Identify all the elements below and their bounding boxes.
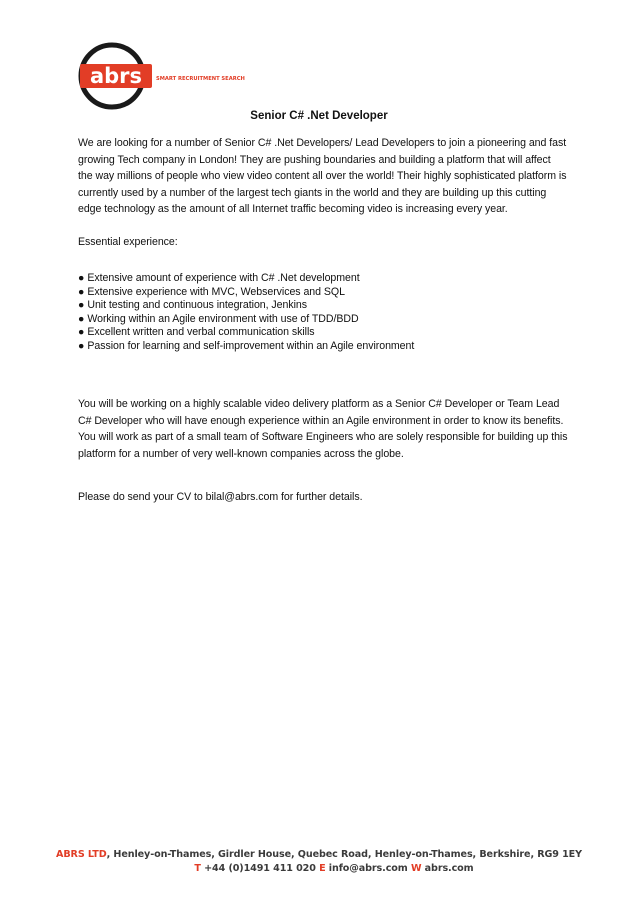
contact-line: Please do send your CV to bilal@abrs.com for further details.: [78, 491, 363, 503]
essential-heading: Essential experience:: [78, 236, 178, 248]
footer-contact-line: [0, 862, 638, 876]
footer-address: , Henley-on-Thames, Girdler House, Quebec Road, Henley-on-Thames, Berkshire, RG9 1EY: [106, 849, 582, 860]
footer: [0, 848, 638, 876]
role-paragraph: You will be working on a highly scalable video delivery platform as a Senior C# Developer or Team Lead C# Developer who will have enough experience within an Agile environment in order to know its benefits. You will work as part of a small team of Software Engineers who are solely responsible for building up this platform for a number of very well-known companies across the globe.: [78, 398, 568, 460]
footer-web-label: W: [410, 863, 422, 874]
list-item: ● Passion for learning and self-improvement within an Agile environment: [78, 339, 415, 352]
bullet-icon: ●: [78, 285, 85, 298]
bullet-icon: ●: [78, 272, 85, 284]
list-item: ● Extensive amount of experience with C# .Net development: [78, 272, 360, 284]
bullet-icon: ●: [78, 299, 85, 311]
svg-text:abrs: abrs: [89, 64, 143, 88]
footer-phone: +44 (0)1491 411 020: [204, 863, 316, 874]
abrs-logo: [76, 40, 276, 112]
bullet-icon: ●: [78, 312, 85, 325]
footer-company: ABRS LTD: [56, 849, 107, 860]
footer-email-label: E: [319, 863, 326, 874]
bullet-icon: ●: [78, 326, 85, 338]
list-item: ● Working within an Agile environment with use of TDD/BDD: [78, 312, 359, 325]
job-title: Senior C# .Net Developer: [250, 110, 388, 122]
footer-email[interactable]: info@abrs.com: [328, 863, 408, 874]
svg-text:SMART RECRUITMENT SEARCH: SMART RECRUITMENT SEARCH: [156, 76, 245, 82]
list-item: ● Unit testing and continuous integration, Jenkins: [78, 299, 307, 311]
bullet-icon: ●: [78, 339, 85, 352]
footer-web[interactable]: abrs.com: [424, 863, 474, 874]
list-item: ● Excellent written and verbal communication skills: [78, 326, 315, 338]
footer-address-line: [0, 848, 638, 862]
intro-paragraph: We are looking for a number of Senior C# .Net Developers/ Lead Developers to join a pioneering and fast growing Tech company in London! They are pushing boundaries and building a platform that will affect the way millions of people who view video content all over the world! Their highly sophisticated platform is currently used by a number of the largest tech giants in the world and they are building up this cutting edge technology as the amount of all Internet traffic becoming video is increasing every year.: [78, 137, 567, 215]
footer-phone-label: T: [194, 863, 201, 874]
requirements-list: [78, 272, 568, 353]
list-item: ● Extensive experience with MVC, Webservices and SQL: [78, 285, 345, 298]
